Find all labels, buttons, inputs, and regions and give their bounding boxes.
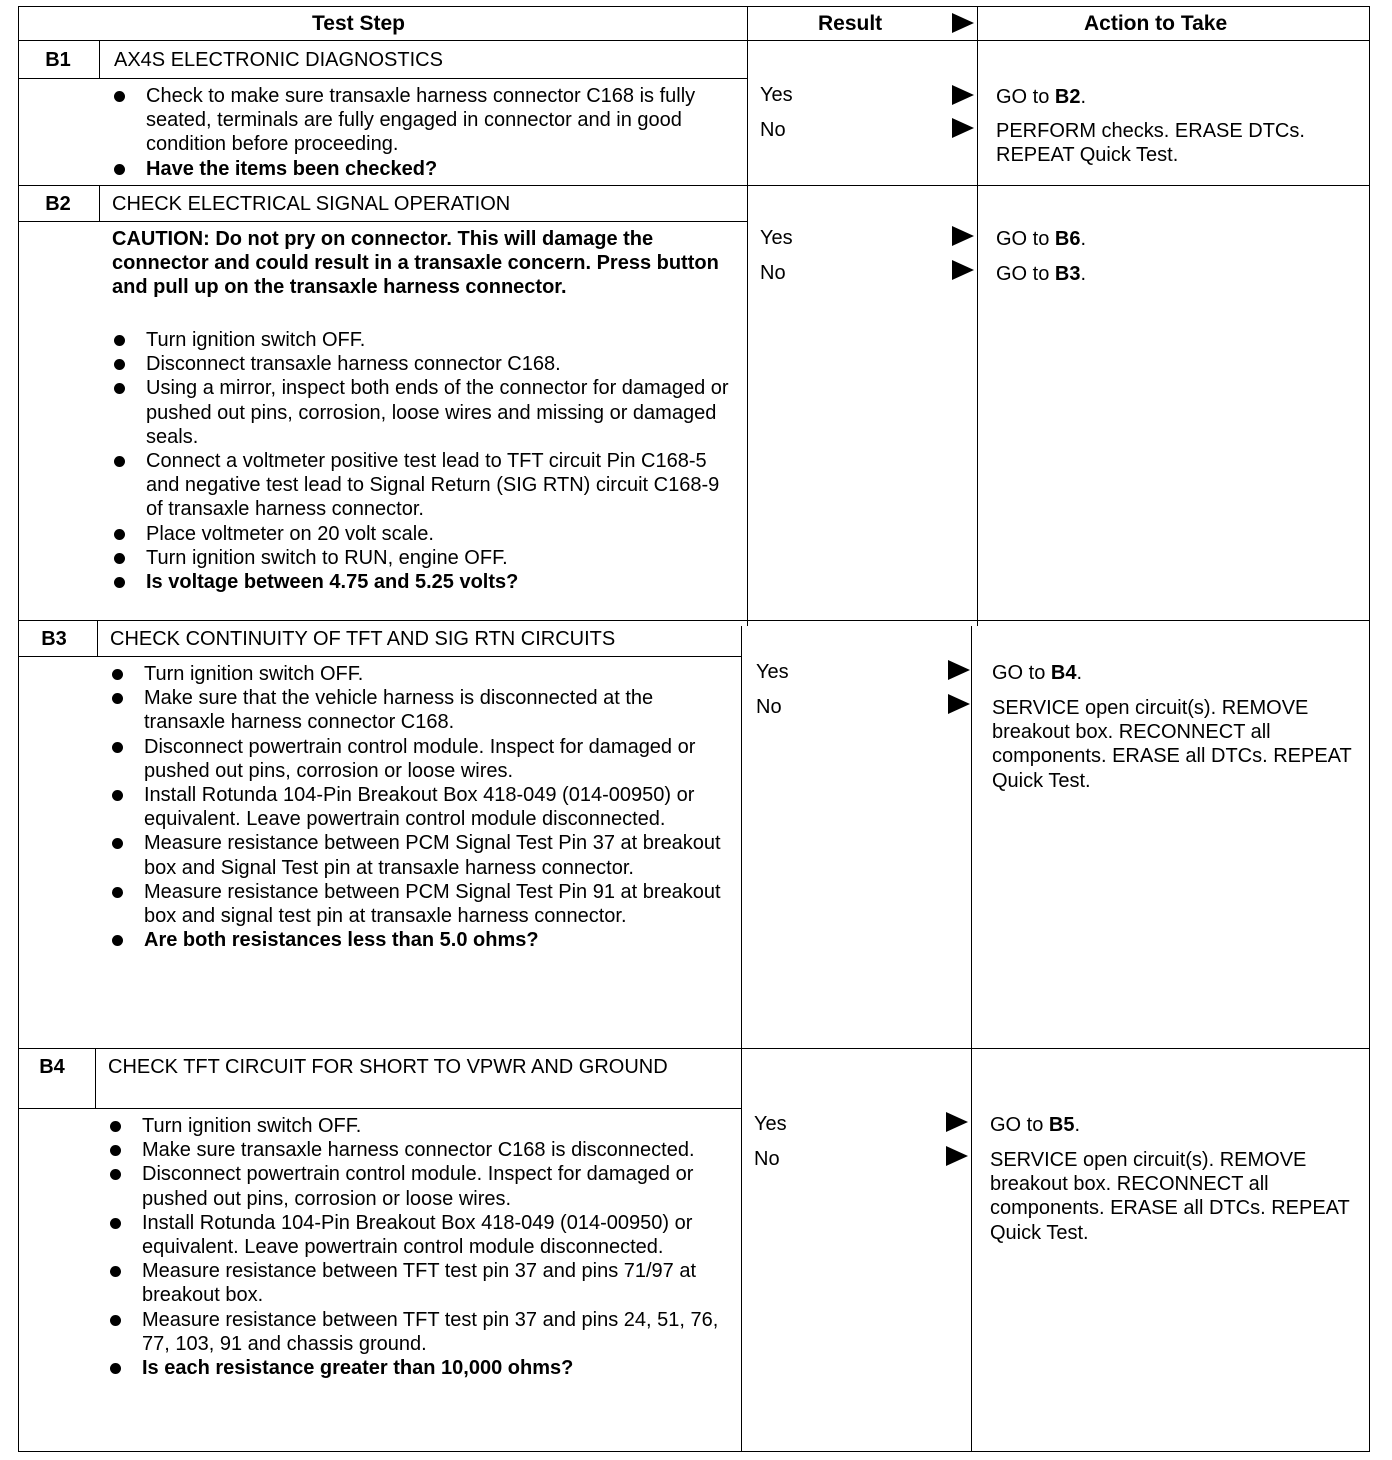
caution-text: CAUTION: Do not pry on connector. This will damage the connector and could result in a transaxle concern. Press button and pull up on the transaxle harness connector. [112,228,719,299]
step-title-b2: CHECK ELECTRICAL SIGNAL OPERATION [112,193,511,215]
arrow-icon [946,1112,968,1132]
action-step-ref: B5 [1048,1114,1075,1136]
step-id-divider [95,1048,96,1108]
col-divider-result [747,6,748,626]
action-step-ref: B3 [1054,263,1081,285]
action-step-ref: B6 [1054,228,1081,250]
action-yes [992,661,1362,685]
step-id-divider [97,620,98,656]
action-text: . [1080,228,1087,250]
list-item: Measure resistance between PCM Signal Test Pin 37 at breakout box and Signal Test pin at transaxle harness connector. [108,831,728,879]
action-text: . [1076,662,1083,684]
action-step-ref: B4 [1050,662,1077,684]
step-title-divider [18,1108,741,1109]
action-text: . [1080,86,1087,108]
action-no [996,262,1356,286]
arrow-icon [948,660,970,680]
action-no [992,696,1364,793]
list-item: Install Rotunda 104-Pin Breakout Box 418-049 (014-00950) or equivalent. Leave powertrain control module disconnected. [108,783,728,831]
list-item: Connect a voltmeter positive test lead to TFT circuit Pin C168-5 and negative test lead to Signal Return (SIG RTN) circuit C168-9 of transaxle harness connector. [110,449,730,522]
question-item: Are both resistances less than 5.0 ohms? [108,928,728,952]
list-item: Turn ignition switch OFF. [108,662,728,686]
arrow-icon [952,118,974,138]
step-title-b1: AX4S ELECTRONIC DIAGNOSTICS [114,49,443,71]
list-item: Make sure transaxle harness connector C168 is disconnected. [106,1138,726,1162]
step-title-divider [18,221,747,222]
result-yes: Yes [756,661,789,683]
arrow-icon [948,694,970,714]
result-no: No [756,696,782,718]
list-item: Measure resistance between PCM Signal Test Pin 91 at breakout box and signal test pin at transaxle harness connector. [108,880,728,928]
result-yes: Yes [760,84,793,106]
action-text: GO to [996,86,1055,108]
result-yes: Yes [754,1113,787,1135]
action-yes [996,227,1356,251]
step-items-b2 [110,328,730,594]
list-item: Measure resistance between TFT test pin 37 and pins 71/97 at breakout box. [106,1259,726,1307]
step-title-divider [18,656,741,657]
step-id-divider [99,185,100,221]
arrow-icon [952,85,974,105]
list-item: Check to make sure transaxle harness connector C168 is fully seated, terminals are fully engaged in connector and in good condition before proceeding. [110,84,730,157]
header-divider [18,40,1370,41]
list-item: Disconnect transaxle harness connector C168. [110,352,730,376]
action-text: GO to [996,228,1055,250]
action-text: GO to [992,662,1051,684]
list-item: Turn ignition switch to RUN, engine OFF. [110,546,730,570]
result-no: No [760,262,786,284]
step-id-b3: B3 [41,628,67,650]
header-arrow-icon [952,13,974,33]
list-item: Install Rotunda 104-Pin Breakout Box 418-049 (014-00950) or equivalent. Leave powertrain control module disconnected. [106,1211,726,1259]
action-step-ref: B2 [1054,86,1081,108]
result-no: No [760,119,786,141]
col-divider-result-lower [741,626,742,1452]
action-yes [990,1113,1362,1137]
list-item: Using a mirror, inspect both ends of the connector for damaged or pushed out pins, corrosion, loose wires and missing or damaged seals. [110,376,730,449]
col-divider-action [977,6,978,626]
step-title-b4: CHECK TFT CIRCUIT FOR SHORT TO VPWR AND GROUND [108,1056,668,1078]
step-id-divider [99,40,100,78]
list-item: Make sure that the vehicle harness is disconnected at the transaxle harness connector C168. [108,686,728,734]
arrow-icon [946,1146,968,1166]
step-id-b4: B4 [39,1056,65,1078]
arrow-icon [952,260,974,280]
action-text: PERFORM checks. ERASE DTCs. REPEAT Quick Test. [996,120,1305,167]
step-id-b1: B1 [45,49,71,71]
action-text: GO to [996,263,1055,285]
action-text: GO to [990,1114,1049,1136]
list-item: Place voltmeter on 20 volt scale. [110,522,730,546]
action-text: . [1074,1114,1081,1136]
action-text: SERVICE open circuit(s). REMOVE breakout box. RECONNECT all components. ERASE all DTCs. REPEAT Quick Test. [990,1149,1350,1244]
result-no: No [754,1148,780,1170]
list-item: Turn ignition switch OFF. [106,1114,726,1138]
header-test-step: Test Step [312,12,405,35]
action-text: . [1080,263,1087,285]
header-action: Action to Take [1084,12,1228,35]
action-yes [996,85,1356,109]
step-items-b1 [110,84,730,181]
step-title-divider [18,78,747,79]
step-divider [18,1048,1370,1049]
header-result: Result [818,12,883,35]
step-id-b2: B2 [45,193,71,215]
question-item: Have the items been checked? [110,157,730,181]
question-item: Is voltage between 4.75 and 5.25 volts? [110,570,730,594]
action-no [990,1148,1364,1245]
list-item: Disconnect powertrain control module. Inspect for damaged or pushed out pins, corrosion or loose wires. [106,1162,726,1210]
result-yes: Yes [760,227,793,249]
list-item: Turn ignition switch OFF. [110,328,730,352]
list-item: Disconnect powertrain control module. Inspect for damaged or pushed out pins, corrosion or loose wires. [108,735,728,783]
step-divider [18,185,1370,186]
list-item: Measure resistance between TFT test pin 37 and pins 24, 51, 76, 77, 103, 91 and chassis ground. [106,1308,726,1356]
step-items-b3 [108,662,728,952]
question-item: Is each resistance greater than 10,000 ohms? [106,1356,726,1380]
step-title-b3: CHECK CONTINUITY OF TFT AND SIG RTN CIRCUITS [110,628,616,650]
action-no [996,119,1361,167]
step-items-b4 [106,1114,726,1380]
col-divider-action-lower [971,626,972,1452]
action-text: SERVICE open circuit(s). REMOVE breakout box. RECONNECT all components. ERASE all DTCs. REPEAT Quick Test. [992,697,1352,792]
step-divider [18,620,1370,621]
arrow-icon [952,226,974,246]
